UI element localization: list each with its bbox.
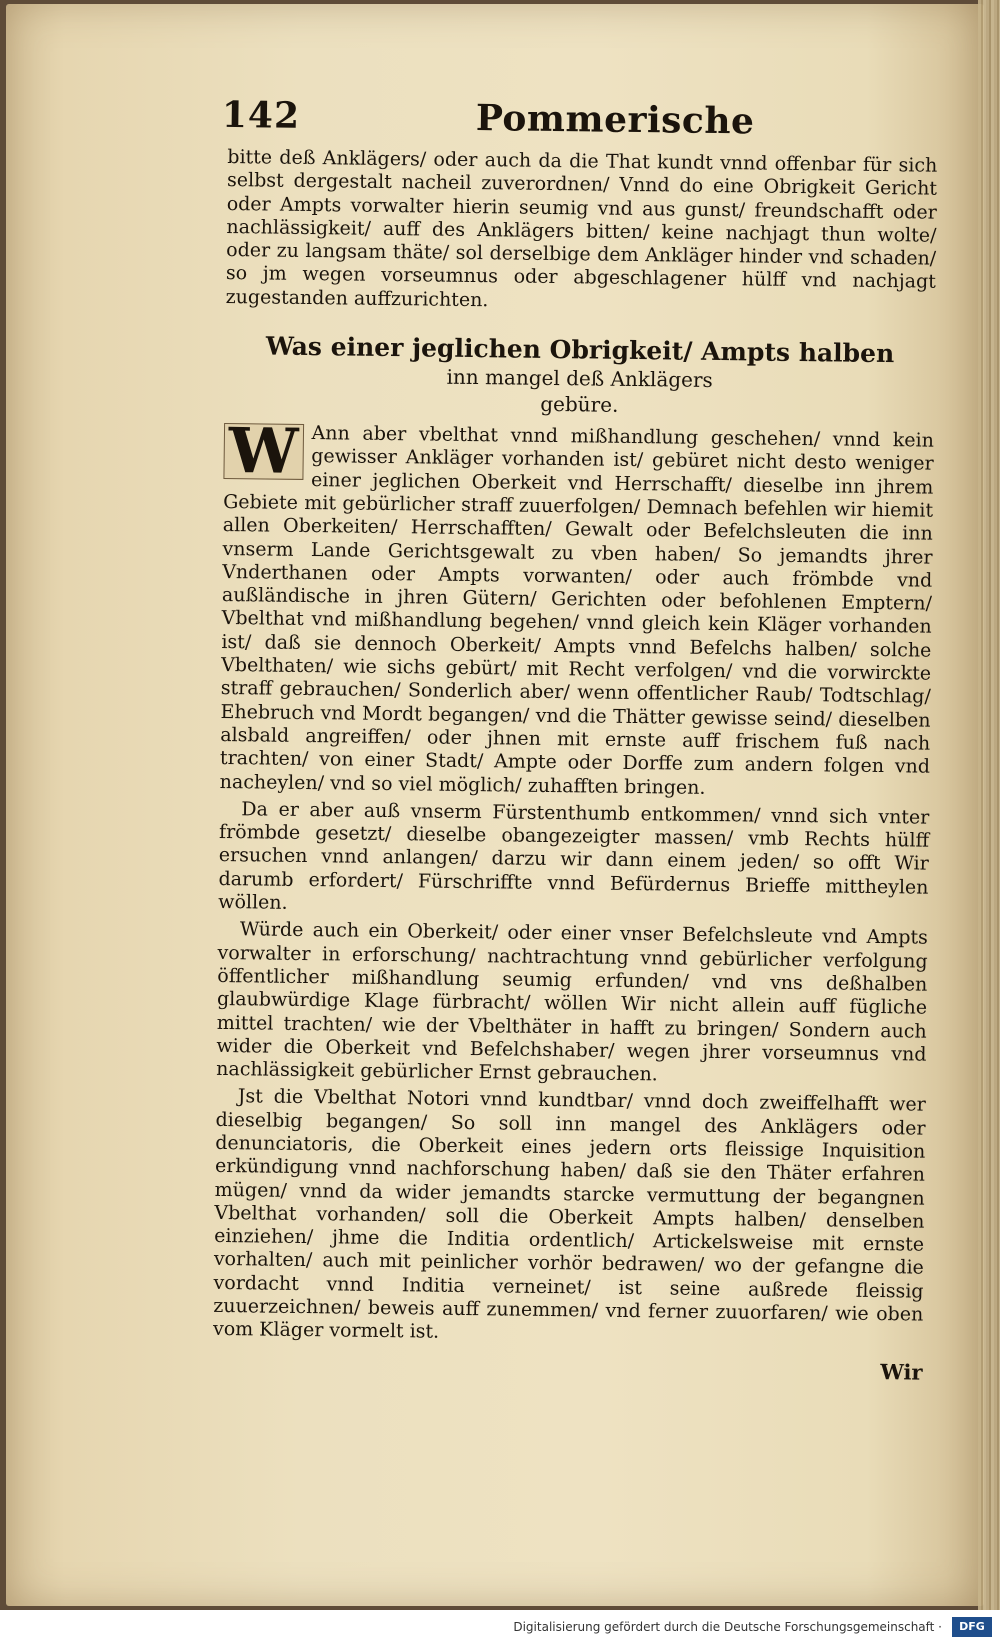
page-number: 142 [221,93,301,137]
section-subtitle-2: gebüre. [540,391,619,417]
paragraph-2: Da er aber auß vnserm Fürstenthumb entkommen/ vnnd sich vnter frömbde gesetzt/ dieselbe obangezeigter massen/ vmb Rechts hülff ersuchen vnnd anlangen/ darzu wir dann einem jeden/ so offt Wir darumb erfordert/ Fürschriffte vnnd Befürdernus Brieffe mittheylen wöllen. [218,798,930,914]
paragraph-4: Jst die Vbelthat Notori vnnd kundtbar/ vnnd doch zweiffelhafft wer dieselbig begangen/ So soll inn mangel des Anklägers oder denunciatoris, die Oberkeit eines jedern orts fleissige Inquisition erkündigung vnnd nachforschung haben/ daß sie den Thäter erfahren mügen/ vnnd da wider jemandts starcke vermuttung der begangnen Vbelthat vorhanden/ soll die Oberkeit Ampts halben/ denselben einziehen/ jhme die Inditia ordentlich/ Artickelsweise mit ernste vorhalten/ auch mit peinlicher vorhör bedrawen/ wo der gefangne die vordacht vnnd Inditia verneinet/ ist seine außrede fleissig zuuerzeichnen/ beweis auff zunemmen/ vnd ferner zuuorfaren/ wie oben vom Kläger vormelt ist. [212,1085,926,1344]
section-title: Was einer jeglichen Obrigkeit/ Ampts halben [265,331,895,369]
drop-cap-initial: W [223,423,303,480]
dfg-logo: DFG [952,1617,992,1637]
paragraph-1: Ann aber vbelthat vnnd mißhandlung geschehen/ vnnd kein gewisser Ankläger vorhanden ist/ gebüret nicht desto weniger einer jeglichen Oberkeit vnd Herrschafft/ dieselbe inn jhrem Gebiete mit gebürlicher straff zuuerfolgen/ Demnach befehlen wir hiemit allen Oberkeiten/ Herrschafften/ Gewalt oder Befelchsleuten die inn vnserm Lande Gerichtsgewalt zu vben haben/ So jemandts jhrer Vnderthanen oder Ampts vorwanten/ oder auch frömbde vnd außländische in jhren Gütern/ Gerichten oder befohlenen Emptern/ Vbelthat vnd mißhandlung begehen/ vnnd gleich kein Kläger vorhanden ist/ daß sie dennoch Oberkeit/ Ampts vnnd Befelchs halben/ solche Vbelthaten/ wie sichs gebürt/ mit Recht verfolgen/ vnd die vorwirckte straff gebrauchen/ Sonderlich aber/ wenn offentlicher Raub/ Todtschlag/ Ehebruch vnd Mordt begangen/ vnd die Thätter gewisse seind/ dieselben alsbald angreiffen/ oder jhnen mit ernste auff frischem fuß nach trachten/ von einer Stadt/ Ampte oder Dorffe zum andern folgen vnd nacheylen/ vnd so viel möglich/ zuhafften bringen. [219,422,935,799]
digitization-credit: Digitalisierung gefördert durch die Deutsche Forschungsgemeinschaft · [513,1620,942,1634]
catchword: Wir [880,1358,923,1385]
paragraph-3: Würde auch ein Oberkeit/ oder einer vnser Befelchsleute vnd Ampts vorwalter in erforschung/ nachtrachtung vnnd gebürlicher verfolgung öffentlicher mißhandlung seumig erfunden/ vnd vns deßhalben glaubwürdige Klage fürbracht/ wöllen Wir nicht allein auff fügliche mittel trachten/ wie der Vbelthäter in hafft zu bringen/ Sondern auch wider die Oberkeit vnd Befelchshaber/ wegen jhrer vorseumnus vnd nachlässigkeit gebürlicher Ernst gebrauchen. [216,918,928,1086]
first-paragraph-wrapper [219,414,935,802]
running-head: Pommerische [475,97,755,143]
page-header [221,93,937,155]
page-stack-edge [978,0,1000,1610]
section-subtitle-1: inn mangel deß Anklägers [446,364,713,393]
intro-paragraph: bitte deß Anklägers/ oder auch da die That kundt vnnd offenbar für sich selbst dergestalt nacheil zuverordnen/ Vnnd do eine Obrigkeit Gericht oder Ampts vorwalter hierin seumig vnd aus gunst/ freundschafft oder nachlässigkeit/ auff des Anklägers bitten/ keine nachjagt thun wolte/ oder zu langsam thäte/ sol derselbige dem Ankläger hinder vnd schaden/ so jm wegen vorseumnus oder abgeschlagener hülff vnd nachjagt zugestanden auffzurichten. [225,145,938,311]
page-text-block [212,93,938,1385]
footer-bar [0,1610,1000,1644]
